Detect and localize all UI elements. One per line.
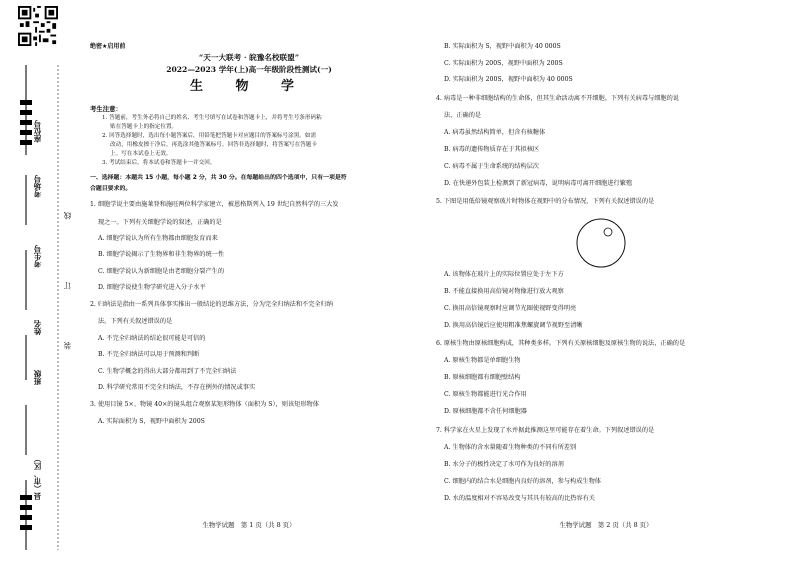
question-1-cont: 现之一。下列有关细胞学说的叙述，正确的是 xyxy=(98,219,222,226)
notice-item: 贴在答题卡上的指定位置。 xyxy=(110,124,178,130)
exam-alliance-title: “天一大联考 · 皖豫名校联盟” xyxy=(198,53,300,62)
field-of-view-circle xyxy=(577,219,625,267)
binding-mark-bind: 订 xyxy=(63,282,72,290)
name-label: 姓名 xyxy=(33,320,42,335)
specimen-object xyxy=(604,228,612,236)
notice-title: 考生注意： xyxy=(90,105,122,113)
page-footer-right: 生物学试题 第 2 页（共 8 页） xyxy=(559,521,653,529)
question-4: 4. 病毒是一种非细胞结构的生命体，但其生命活动离不开细胞。下列有关病毒与细胞的说 xyxy=(436,95,679,102)
option: A. 细胞学说认为所有生物都由细胞发育而来 xyxy=(98,235,218,242)
microscope-field-figure xyxy=(574,215,630,271)
option: C. 生物学概念的得出大部分都用到了不完全归纳法 xyxy=(98,368,237,375)
question-2: 2. 归纳法是指由一系列具体事实推出一般结论的思维方法，分为完全归纳法和不完全归纳 xyxy=(90,301,333,308)
exam-room-label: 考场号 xyxy=(33,175,42,198)
option: D. 实际面积为 200S，视野中面积为 40 000S xyxy=(444,76,573,83)
option: D. 科学研究常用不完全归纳法，不存在例外的情况或事实 xyxy=(98,384,256,391)
binding-mark-line: 线 xyxy=(63,212,72,220)
question-5: 5. 下图是用低倍镜观察玻片时物体在视野中的分布情况，下列有关叙述错误的是 xyxy=(436,198,655,205)
option: B. 水分子的极性决定了水可作为良好的溶剂 xyxy=(444,461,564,468)
notice-item: 1. 答题前，考生务必将自己的姓名、考生号填写在试卷和答题卡上，并将考生号条形码粘 xyxy=(102,115,322,121)
option: A. 病毒虽然结构简单，但含有核糖体 xyxy=(444,129,546,136)
option: B. 实际面积为 S，视野中面积为 40 000S xyxy=(444,43,561,50)
option: A. 生物体的含水量随着生物种类的不同有所差别 xyxy=(444,444,577,451)
binding-margin xyxy=(18,60,80,555)
option: B. 细胞学说揭示了生物界和非生物界的统一性 xyxy=(98,251,225,258)
option: D. 原核细胞都不含任何细胞器 xyxy=(444,408,527,415)
option: B. 原核细胞都有细胞壁结构 xyxy=(444,374,521,381)
qr-code xyxy=(18,6,58,46)
option: A. 该物体在玻片上的实际位置应处于左下方 xyxy=(444,271,564,278)
option: D. 水的温度相对不容易改变与其具有较高的比热容有关 xyxy=(444,495,595,502)
notice-item: 2. 回答选择题时，选出每小题答案后，用铅笔把答题卡对应题目的答案标号涂黑。如需 xyxy=(102,133,317,139)
student-number-label: 考生号 xyxy=(33,245,42,268)
county-label: 县（市、区） xyxy=(33,455,42,500)
question-7: 7. 科学家在火星上发现了水并据此推测这里可能存在着生命。下列叙述错误的是 xyxy=(436,427,655,434)
option: B. 不完全归纳法可以用于预测和判断 xyxy=(98,351,200,358)
question-4-cont: 法，正确的是 xyxy=(444,112,482,119)
exam-term-title: 2022—2023 学年(上)高一年级阶段性测试(一) xyxy=(166,65,332,74)
section-one-heading: 一、选择题：本题共 15 小题，每小题 2 分，共 30 分。在每题给出的四个选项中，只有一项是符 xyxy=(90,175,347,181)
binding-lines xyxy=(18,60,80,555)
subject-title: 生 物 学 xyxy=(189,79,309,94)
option: D. 细胞学说使生物学研究进入分子水平 xyxy=(98,284,206,291)
section-one-heading-cont: 合题目要求的。 xyxy=(90,186,132,192)
option: A. 原核生物都是单细胞生物 xyxy=(444,357,521,364)
question-3: 3. 使用目镜 5×、物镜 40×的镜头组合观察某矩形物体（面积为 S），则该矩形物体 xyxy=(90,401,319,408)
question-2-cont: 法。下列有关叙述错误的是 xyxy=(98,318,173,325)
confidential-mark: 绝密★启用前 xyxy=(90,43,126,50)
question-6: 6. 原核生物由原核细胞构成，其种类多样。下列有关原核细胞及原核生物的说法，正确的是 xyxy=(436,340,686,347)
class-label: 班级 xyxy=(33,370,42,385)
question-1: 1. 细胞学说主要由施莱登和施旺两位科学家建立，被恩格斯列入 19 世纪自然科学的三大发 xyxy=(90,201,339,208)
option: D. 换用高倍镜后应使用粗准焦螺旋调节视野至清晰 xyxy=(444,322,583,329)
option: C. 原核生物都能进行光合作用 xyxy=(444,391,527,398)
option: C. 实际面积为 200S，视野中面积为 200S xyxy=(444,60,563,67)
option: C. 细胞学说认为新细胞是由老细胞分裂产生的 xyxy=(98,268,225,275)
notice-item: 上。写在本试卷上无效。 xyxy=(110,151,172,157)
page-footer-left: 生物学试题 第 1 页（共 8 页） xyxy=(202,521,296,529)
notice-item: 改动，用橡皮擦干净后，再选涂其他答案标号。回答非选择题时，将答案写在答题卡 xyxy=(110,142,317,148)
option: A. 实际面积为 S，视野中面积为 200S xyxy=(98,418,205,425)
option: B. 病毒的遗传物质存在于其拟核区 xyxy=(444,146,540,153)
option: C. 换用高倍镜观察时应调节光圈使视野变得明亮 xyxy=(444,305,577,312)
option: C. 病毒不属于生命系统的结构层次 xyxy=(444,163,540,170)
seat-number-label: 座位号 xyxy=(33,120,42,143)
option: B. 不能直接换用高倍镜对物像进行放大观察 xyxy=(444,288,564,295)
notice-item: 3. 考试结束后，将本试卷和答题卡一并交回。 xyxy=(102,160,216,166)
option: D. 在快递外包装上检测到了新冠病毒，说明病毒可离开细胞进行繁殖 xyxy=(444,180,633,187)
option: C. 细胞内的结合水是细胞内良好的溶剂，参与构成生物体 xyxy=(444,478,601,485)
binding-mark-mount: 装 xyxy=(63,342,72,350)
option: A. 不完全归纳法的结论很可能是可信的 xyxy=(98,335,206,342)
